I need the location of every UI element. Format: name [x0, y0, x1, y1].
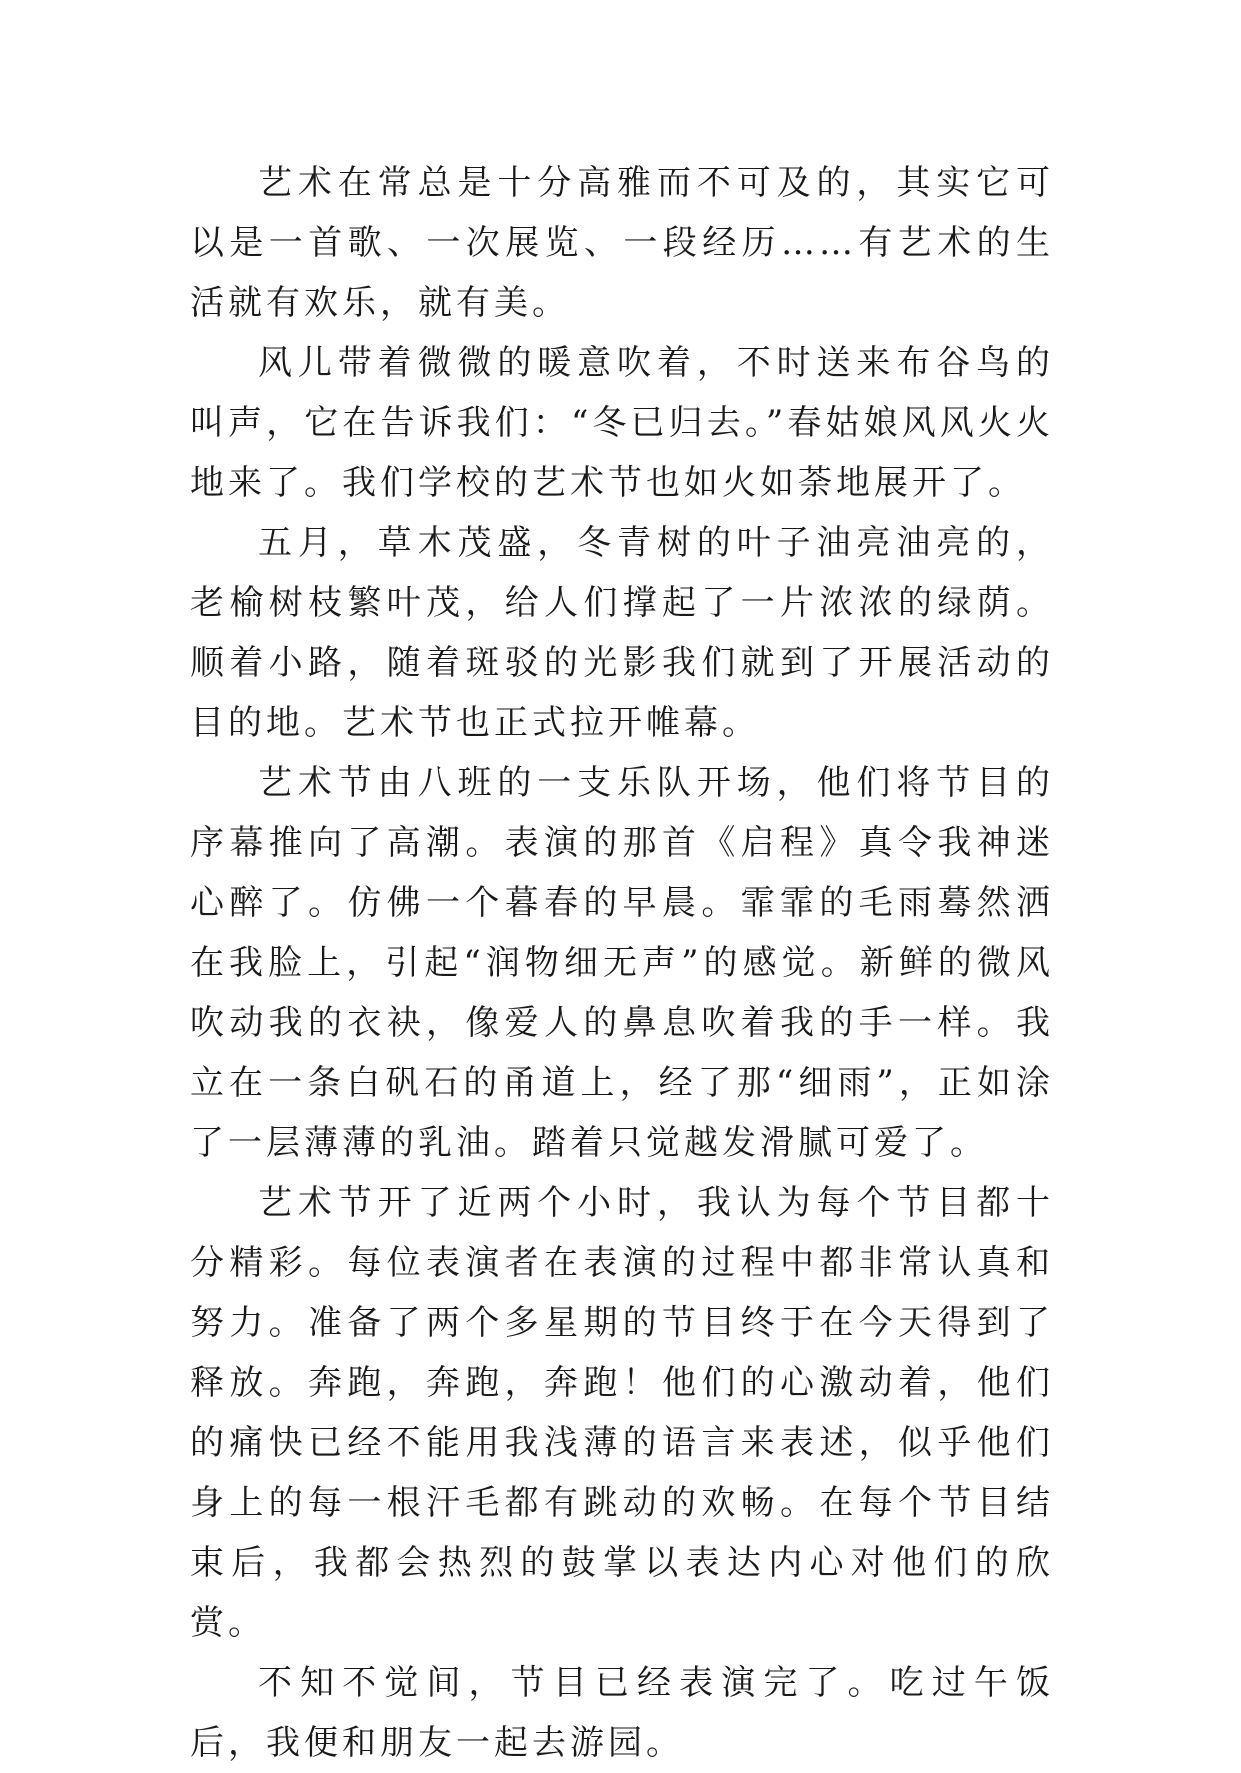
paragraph-4: 艺术节由八班的一支乐队开场，他们将节目的序幕推向了高潮。表演的那首《启程》真令我神迷心醉了。仿佛一个暮春的早晨。霏霏的毛雨蓦然洒在我脸上，引起“润物细无声”的感觉。新鲜的微风吹动我的衣袂，像爱人的鼻息吹着我的手一样。我立在一条白矾石的甬道上，经了那“细雨”，正如涂了一层薄薄的乳油。踏着只觉越发滑腻可爱了。: [190, 763, 1054, 1163]
paragraph-6: 不知不觉间，节目已经表演完了。吃过午饭后，我便和朋友一起去游园。: [190, 1663, 1054, 1763]
paragraph-3: 五月，草木茂盛，冬青树的叶子油亮油亮的，老榆树枝繁叶茂，给人们撑起了一片浓浓的绿荫。顺着小路，随着斑驳的光影我们就到了开展活动的目的地。艺术节也正式拉开帷幕。: [190, 523, 1054, 743]
paragraph-1: 艺术在常总是十分高雅而不可及的，其实它可以是一首歌、一次展览、一段经历……有艺术的生活就有欢乐，就有美。: [190, 163, 1054, 323]
document-body: [190, 153, 1054, 1773]
paragraph-5: 艺术节开了近两个小时，我认为每个节目都十分精彩。每位表演者在表演的过程中都非常认真和努力。准备了两个多星期的节目终于在今天得到了释放。奔跑，奔跑，奔跑！他们的心激动着，他们的痛快已经不能用我浅薄的语言来表述，似乎他们身上的每一根汗毛都有跳动的欢畅。在每个节目结束后，我都会热烈的鼓掌以表达内心对他们的欣赏。: [190, 1183, 1054, 1643]
paragraph-2: 风儿带着微微的暖意吹着，不时送来布谷鸟的叫声，它在告诉我们：“冬已归去。”春姑娘风风火火地来了。我们学校的艺术节也如火如荼地展开了。: [190, 343, 1054, 503]
